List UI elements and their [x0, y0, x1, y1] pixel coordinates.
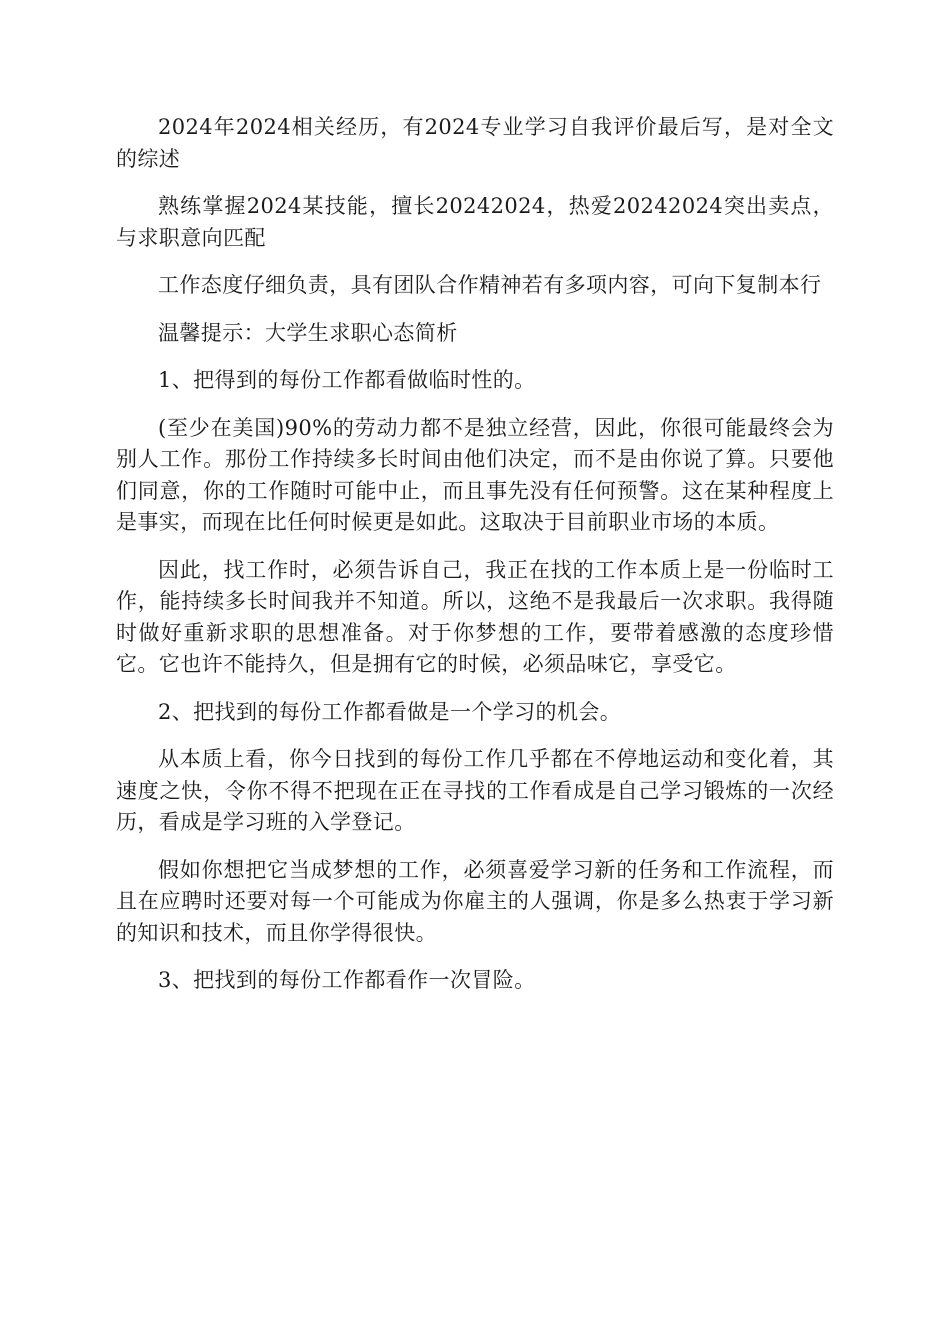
paragraph-point-2-heading: 2、把找到的每份工作都看做是一个学习的机会。	[158, 699, 622, 724]
paragraph-point-1-body-b: 因此，找工作时，必须告诉自己，我正在找的工作本质上是一份临时工作，能持续多长时间我并不知道。所以，这绝不是我最后一次求职。我得随时做好重新求职的思想准备。对于你梦想的工作，要带着感激的态度珍惜它。它也许不能持久，但是拥有它的时候，必须品味它，享受它。	[116, 557, 834, 676]
document-body	[116, 112, 834, 997]
paragraph-point-1-heading: 1、把得到的每份工作都看做临时性的。	[158, 368, 536, 392]
paragraph-self-evaluation: 2024年2024相关经历，有2024专业学习自我评价最后写，是对全文的综述	[116, 115, 834, 171]
paragraph-point-1-body-a: (至少在美国)90%的劳动力都不是独立经营，因此，你很可能最终会为别人工作。那份工作持续多长时间由他们决定，而不是由你说了算。只要他们同意，你的工作随时可能中止，而且事先没有任何预警。这在某种程度上是事实，而现在比任何时候更是如此。这取决于目前职业市场的本质。	[116, 415, 834, 534]
paragraph-skills: 熟练掌握2024某技能，擅长20242024，热爱20242024突出卖点，与求职意向匹配	[116, 194, 834, 250]
paragraph-tip-heading: 温馨提示：大学生求职心态简析	[158, 320, 458, 345]
paragraph-point-2-body-a: 从本质上看，你今日找到的每份工作几乎都在不停地运动和变化着，其速度之快，令你不得不把现在正在寻找的工作看成是自己学习锻炼的一次经历，看成是学习班的入学登记。	[116, 747, 834, 834]
paragraph-point-2-body-b: 假如你想把它当成梦想的工作，必须喜爱学习新的任务和工作流程，而且在应聘时还要对每一个可能成为你雇主的人强调，你是多么热衷于学习新的知识和技术，而且你学得很快。	[116, 857, 834, 945]
paragraph-attitude: 工作态度仔细负责，具有团队合作精神若有多项内容，可向下复制本行	[158, 273, 822, 297]
paragraph-point-3-heading: 3、把找到的每份工作都看作一次冒险。	[158, 968, 536, 992]
